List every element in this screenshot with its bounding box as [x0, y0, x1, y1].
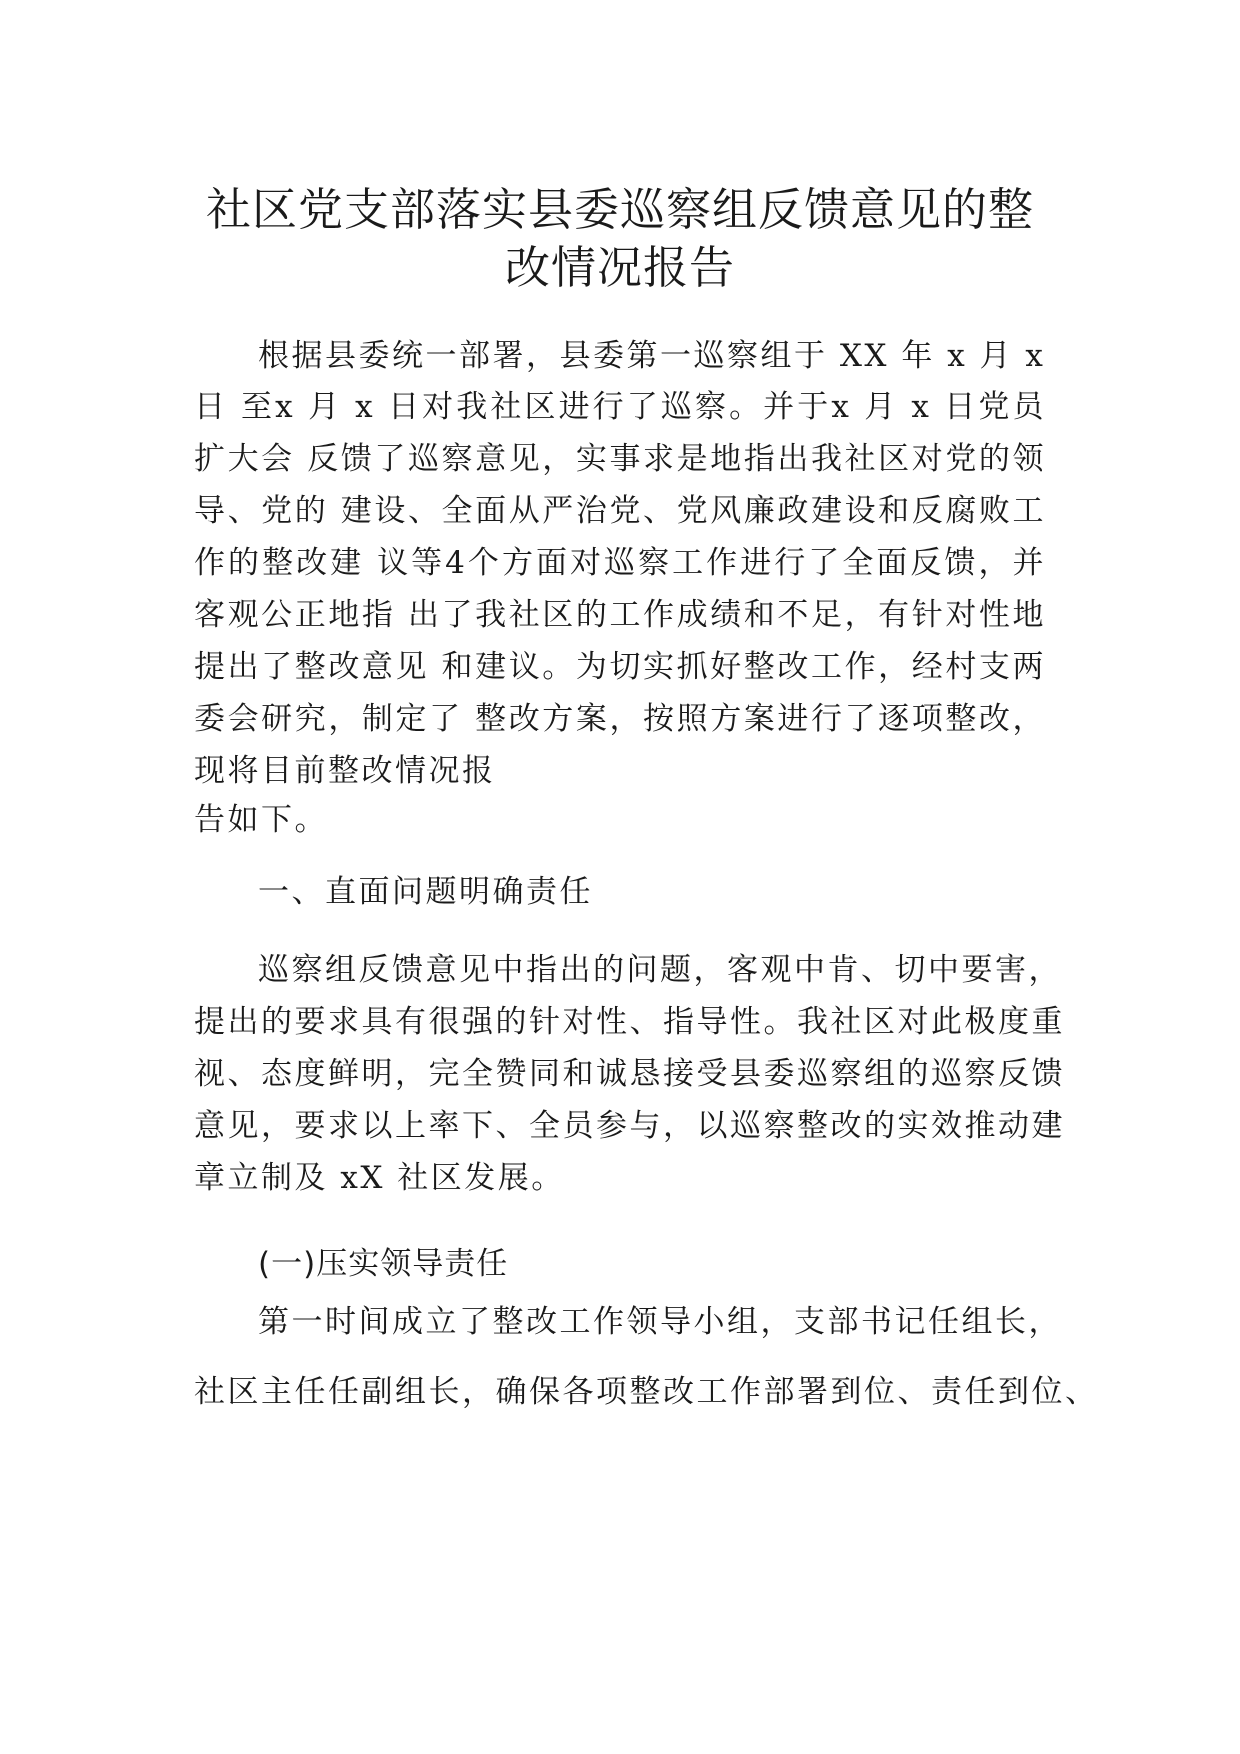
- subsection-heading-1: (一)压实领导责任: [258, 1246, 509, 1282]
- intro-line-8: 委会研究，制定了 整改方案，按照方案进行了逐项整改，: [194, 701, 1046, 737]
- subsection1-line-2: 社区主任任副组长，确保各项整改工作部署到位、责任到位、: [194, 1374, 1099, 1410]
- section1-line-2: 提出的要求具有很强的针对性、指导性。我社区对此极度重: [194, 1004, 1065, 1040]
- intro-line-10: 告如下。: [194, 802, 328, 838]
- intro-line-6: 客观公正地指 出了我社区的工作成绩和不足，有针对性地: [194, 597, 1046, 633]
- intro-line-9: 现将目前整改情况报: [194, 753, 496, 789]
- intro-line-1: 根据县委统一部署，县委第一巡察组于 XX 年 x 月 x: [258, 338, 1046, 374]
- section-heading-1: 一、直面问题明确责任: [258, 874, 593, 910]
- document-title-line-1: 社区党支部落实县委巡察组反馈意见的整: [205, 183, 1034, 236]
- subsection1-line-1: 第一时间成立了整改工作领导小组，支部书记任组长，: [258, 1304, 1062, 1340]
- intro-line-5: 作的整改建 议等4个方面对巡察工作进行了全面反馈，并: [194, 545, 1046, 581]
- section1-line-3: 视、态度鲜明，完全赞同和诚恳接受县委巡察组的巡察反馈: [194, 1056, 1065, 1092]
- intro-line-2: 日 至x 月 x 日对我社区进行了巡察。并于x 月 x 日党员: [194, 389, 1046, 425]
- intro-line-7: 提出了整改意见 和建议。为切实抓好整改工作，经村支两: [194, 649, 1046, 685]
- intro-line-3: 扩大会 反馈了巡察意见，实事求是地指出我社区对党的领: [194, 441, 1046, 477]
- section1-line-4: 意见，要求以上率下、全员参与，以巡察整改的实效推动建: [194, 1108, 1065, 1144]
- section1-line-1: 巡察组反馈意见中指出的问题，客观中肯、切中要害，: [258, 952, 1062, 988]
- section1-line-5: 章立制及 xX 社区发展。: [194, 1160, 565, 1196]
- document-title-line-2: 改情况报告: [504, 241, 735, 294]
- intro-line-4: 导、党的 建设、全面从严治党、党风廉政建设和反腐败工: [194, 493, 1046, 529]
